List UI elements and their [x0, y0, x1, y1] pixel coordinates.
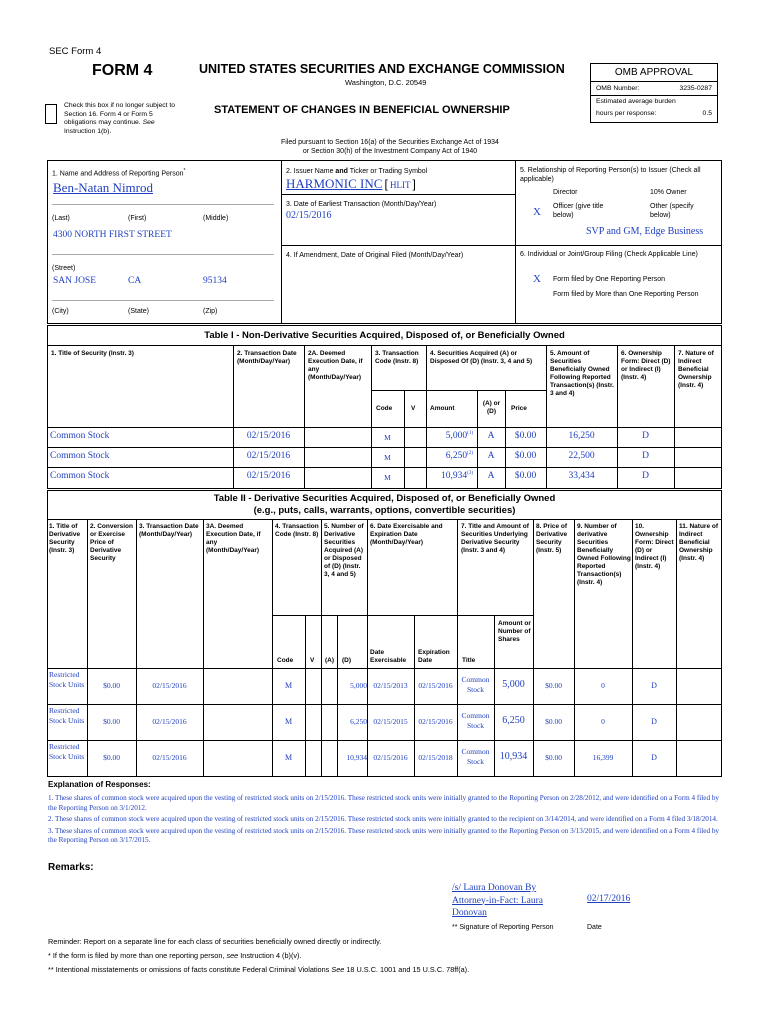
city-label: (City)	[52, 308, 69, 315]
checkbox-text	[64, 102, 186, 136]
t1-row-form: D	[642, 431, 649, 441]
earliest-date: 02/15/2016	[286, 210, 332, 221]
issuer-ticker: HLIT	[389, 180, 411, 190]
statement-title: STATEMENT OF CHANGES IN BENEFICIAL OWNERSHIP	[214, 104, 510, 116]
t1-row-owned: 33,434	[568, 471, 595, 481]
t1-sub-code: Code	[376, 405, 393, 412]
issuer-bracket-open: [	[384, 177, 388, 191]
issuer-name: HARMONIC INC	[286, 176, 383, 191]
issuer-bracket-close: ]	[412, 177, 416, 191]
officer-option[interactable]: Officer (give title below)	[553, 203, 604, 219]
t1-row-amount-cell	[426, 471, 477, 481]
footnote-3: 3. These shares of common stock were acquired upon the vesting of restricted stock units on 2/15/2016. These restricted stock units were initially granted to the Reporting Person on 3/13/2015, and were identified on a Form 4 filed by the Reporting Person on 3/17/2015.	[48, 826, 720, 844]
t1-row-form: D	[642, 471, 649, 481]
date-label: Date	[587, 924, 602, 931]
t2-row-date: 02/15/2016	[152, 681, 187, 690]
t2-row-price: $0.00	[103, 681, 120, 690]
t1-row-security: Common Stock	[50, 471, 110, 481]
omb-hours-row	[591, 108, 717, 122]
t2-sub-shares: Amount or Number of Shares	[498, 620, 531, 643]
t1-col2: 2. Transaction Date (Month/Day/Year)	[237, 350, 297, 365]
footer-note-2-b: 18 U.S.C. 1001 and 15 U.S.C. 78ff(a).	[344, 965, 470, 974]
t1-sub-price: Price	[511, 405, 527, 412]
filed-line-2: or Section 30(h) of the Investment Company Act of 1940	[302, 148, 478, 155]
t2-row-dprice: $0.00	[545, 717, 562, 726]
issuer-label	[286, 167, 427, 176]
footer-note-2	[48, 965, 469, 974]
t1-row-footnote[interactable]: (1)	[467, 431, 473, 436]
first-label: (First)	[128, 215, 147, 222]
t2-row-d: 5,000	[350, 681, 367, 690]
t2-row-d: 6,250	[350, 717, 367, 726]
t1-row-code: M	[384, 453, 391, 462]
t2-row-dprice: $0.00	[545, 753, 562, 762]
table1-title: Table I - Non-Derivative Securities Acquired, Disposed of, or Beneficially Owned	[204, 330, 565, 341]
t2-sub-v: V	[310, 657, 315, 664]
t1-col3: 3. Transaction Code (Instr. 8)	[375, 350, 419, 365]
reminder: Reminder: Report on a separate line for each class of securities beneficially owned directly or indirectly.	[48, 937, 382, 946]
t2-row-owned: 0	[601, 717, 605, 726]
street-label: (Street)	[52, 265, 76, 272]
state-label: (State)	[128, 308, 150, 315]
t1-row-security: Common Stock	[50, 451, 110, 461]
footer-note-1-see: see	[226, 951, 239, 960]
issuer-label-pre: 2. Issuer Name	[286, 168, 336, 175]
omb-number-value: 3235-0287	[679, 85, 712, 92]
issuer-label-and: and	[335, 168, 348, 175]
t1-row-amount: 10,934	[441, 471, 468, 482]
earliest-date-label: 3. Date of Earliest Transaction (Month/Day/Year)	[286, 201, 437, 208]
explanation-title: Explanation of Responses:	[48, 780, 151, 789]
t1-sub-v: V	[411, 405, 416, 412]
checkbox-instr: Instruction 1(b).	[64, 127, 112, 135]
t2-sub-expiration: Expiration Date	[418, 649, 450, 664]
city-value: SAN JOSE	[53, 276, 97, 286]
issuer-name-row	[286, 176, 416, 192]
t1-sub-amount: Amount	[430, 405, 455, 412]
omb-box	[590, 63, 718, 123]
t2-row-code: M	[284, 681, 293, 690]
t1-row-footnote[interactable]: (2)	[467, 451, 473, 456]
explanation-notes	[48, 794, 720, 846]
footer-note-1-a: * If the form is filed by more than one reporting person,	[48, 951, 227, 960]
omb-number-row	[591, 82, 717, 96]
t2-row-price: $0.00	[103, 717, 120, 726]
t2-row-code: M	[284, 717, 293, 726]
footer-note-2-see: See	[331, 965, 345, 974]
t2-sub-exercisable: Date Exercisable	[370, 649, 407, 664]
commission-title: UNITED STATES SECURITIES AND EXCHANGE COMMISSION	[199, 62, 565, 76]
reporting-person-label-text: 1. Name and Address of Reporting Person	[52, 170, 184, 178]
ten-percent-option[interactable]: 10% Owner	[650, 189, 687, 196]
t2-row-code: M	[284, 753, 293, 762]
footer-note-1-b: Instruction 4 (b)(v).	[238, 951, 302, 960]
filing-label: 6. Individual or Joint/Group Filing (Check Applicable Line)	[520, 251, 698, 258]
t2-sub-title: Title	[462, 657, 476, 664]
reporting-person-label	[52, 167, 185, 178]
omb-number-label: OMB Number:	[596, 85, 640, 92]
t1-row-ad: A	[487, 471, 495, 481]
t2-col9: 9. Number of derivative Securities Beneficially Owned Following Reported Transaction(s) (Instr. 4)	[577, 523, 631, 586]
footer-note-1	[48, 951, 302, 960]
t1-row-date: 02/15/2016	[246, 451, 291, 461]
t2-row-shares: 10,934	[499, 751, 528, 762]
t2-row-exercisable: 02/15/2015	[373, 717, 408, 726]
other-option[interactable]: Other (specify below)	[650, 203, 694, 219]
t2-row-d: 10,934	[346, 753, 367, 762]
t1-sub-ad: (A) or (D)	[482, 400, 501, 415]
t2-row-security: Restricted Stock Units	[49, 742, 85, 761]
t1-row-price: $0.00	[514, 431, 537, 441]
amendment-label: 4. If Amendment, Date of Original Filed (Month/Day/Year)	[286, 252, 464, 259]
middle-label: (Middle)	[203, 215, 229, 222]
t1-row-security: Common Stock	[50, 431, 110, 441]
t2-col6: 6. Date Exercisable and Expiration Date (Month/Day/Year)	[370, 523, 443, 546]
table2-title: Table II - Derivative Securities Acquired, Disposed of, or Beneficially Owned	[213, 493, 556, 504]
t1-col5: 5. Amount of Securities Beneficially Owned Following Reported Transaction(s) (Instr. 3 and 4)	[550, 350, 614, 397]
t1-row-date: 02/15/2016	[246, 471, 291, 481]
t1-row-owned: 16,250	[568, 431, 595, 441]
t2-row-price: $0.00	[103, 753, 120, 762]
form-title: FORM 4	[92, 62, 153, 79]
t2-row-form: D	[651, 753, 657, 762]
t2-row-expiration: 02/15/2016	[418, 681, 453, 690]
street-address: 4300 NORTH FIRST STREET	[53, 230, 172, 240]
t2-col1: 1. Title of Derivative Security (Instr. 3)	[49, 523, 81, 554]
t1-row-price: $0.00	[514, 471, 537, 481]
omb-hours-value: 0.5	[702, 110, 712, 117]
t1-col1: 1. Title of Security (Instr. 3)	[51, 350, 134, 357]
t1-col7: 7. Nature of Indirect Beneficial Ownership (Instr. 4)	[678, 350, 714, 389]
zip-value: 95134	[203, 276, 227, 286]
t1-row-ad: A	[487, 451, 495, 461]
t1-row-owned: 22,500	[568, 451, 595, 461]
one-person-check[interactable]: X	[533, 273, 541, 285]
omb-hours-label: hours per response:	[596, 110, 657, 117]
t2-col11: 11. Nature of Indirect Beneficial Ownership (Instr. 4)	[679, 523, 719, 562]
t2-row-exercisable: 02/15/2013	[373, 681, 408, 690]
t2-row-shares: 6,250	[502, 715, 525, 726]
footnote-1: 1. These shares of common stock were acquired upon the vesting of restricted stock units on 2/15/2016. These restricted stock units were initially granted to the Reporting Person on 2/28/2012, and were identified on a Form 4 filed by the Reporting Person on 3/1/2012.	[48, 794, 720, 812]
reporting-person-name: Ben-Natan Nimrod	[53, 180, 154, 195]
zip-label: (Zip)	[203, 308, 218, 315]
t2-row-security: Restricted Stock Units	[49, 706, 85, 725]
t1-row-code: M	[384, 473, 391, 482]
omb-burden: Estimated average burden	[596, 98, 676, 105]
last-label: (Last)	[52, 215, 70, 222]
t1-row-amount: 6,250	[445, 451, 468, 462]
remarks-title: Remarks:	[48, 862, 94, 873]
t2-row-security: Restricted Stock Units	[49, 670, 85, 689]
t2-col3: 3. Transaction Date (Month/Day/Year)	[139, 523, 199, 538]
t2-row-owned: 16,399	[592, 753, 614, 762]
t2-sub-code: Code	[277, 657, 294, 664]
footer-note-2-a: ** Intentional misstatements or omissions of facts constitute Federal Criminal Violations	[48, 965, 332, 974]
t2-row-owned: 0	[601, 681, 605, 690]
t2-col8: 8. Price of Derivative Security (Instr. 5)	[536, 523, 568, 554]
t1-row-footnote[interactable]: (3)	[467, 471, 473, 476]
t1-row-code: M	[384, 433, 391, 442]
sec-form-label: SEC Form 4	[49, 46, 102, 57]
state-value: CA	[128, 276, 142, 286]
director-option[interactable]: Director	[553, 189, 578, 196]
t2-row-expiration: 02/15/2016	[418, 717, 453, 726]
t1-row-date: 02/15/2016	[246, 431, 291, 441]
t1-col6: 6. Ownership Form: Direct (D) or Indirect (I) (Instr. 4)	[621, 350, 671, 381]
issuer-label-post: Ticker or Trading Symbol	[347, 168, 428, 175]
t2-col7: 7. Title and Amount of Securities Underlying Derivative Security (Instr. 3 and 4)	[461, 523, 529, 554]
t2-row-title: Common Stock	[461, 675, 490, 694]
signature-label: ** Signature of Reporting Person	[452, 924, 554, 931]
t2-row-exercisable: 02/15/2016	[373, 753, 408, 762]
t1-row-amount: 5,000	[445, 431, 468, 442]
checkbox-text-main: Check this box if no longer subject to Section 16. Form 4 or Form 5 obligations may continue.	[64, 102, 176, 126]
t2-col2: 2. Conversion or Exercise Price of Derivative Security	[90, 523, 133, 562]
t1-col4: 4. Securities Acquired (A) or Disposed Of (D) (Instr. 3, 4 and 5)	[430, 350, 533, 365]
t2-row-form: D	[651, 681, 657, 690]
t2-col5: 5. Number of Derivative Securities Acquired (A) or Disposed of (D) (Instr. 3, 4 and 5)	[324, 523, 364, 578]
relationship-label: 5. Relationship of Reporting Person(s) to Issuer (Check all applicable)	[520, 167, 701, 183]
no-longer-subject-checkbox[interactable]	[45, 104, 57, 124]
more-person-option[interactable]: Form filed by More than One Reporting Person	[553, 291, 699, 298]
t2-row-title: Common Stock	[461, 747, 490, 766]
t1-col2a: 2A. Deemed Execution Date, if any (Month/Day/Year)	[308, 350, 363, 381]
t2-sub-a: (A)	[325, 657, 335, 664]
officer-check-mark[interactable]: X	[533, 206, 541, 218]
checkbox-see: See	[142, 119, 155, 126]
t1-row-amount-cell	[426, 431, 477, 441]
footnote-2: 2. These shares of common stock were acquired upon the vesting of restricted stock units on 2/15/2016. These restricted stock units were initially granted to the recipient on 3/14/2014, and were identified on a Form 4 filed 3/18/2014.	[48, 815, 718, 823]
t2-row-dprice: $0.00	[545, 681, 562, 690]
t2-row-date: 02/15/2016	[152, 753, 187, 762]
one-person-option[interactable]: Form filed by One Reporting Person	[553, 276, 666, 283]
t2-row-date: 02/15/2016	[152, 717, 187, 726]
officer-title: SVP and GM, Edge Business	[586, 226, 704, 237]
t2-row-shares: 5,000	[502, 679, 525, 690]
t2-row-title: Common Stock	[461, 711, 490, 730]
t2-col3a: 3A. Deemed Execution Date, if any (Month/Day/Year)	[206, 523, 261, 554]
t2-col10: 10. Ownership Form: Direct (D) or Indirect (I) (Instr. 4)	[635, 523, 674, 570]
signature-date: 02/17/2016	[587, 894, 631, 904]
t2-row-expiration: 02/15/2018	[418, 753, 453, 762]
t1-row-ad: A	[487, 431, 495, 441]
t2-row-form: D	[651, 717, 657, 726]
t1-row-form: D	[642, 451, 649, 461]
omb-title: OMB APPROVAL	[591, 64, 717, 82]
signature: /s/ Laura Donovan By Attorney-in-Fact: Laura Donovan	[452, 883, 544, 918]
commission-location: Washington, D.C. 20549	[345, 78, 427, 87]
t2-sub-d: (D)	[342, 657, 352, 664]
reporting-person-asterisk: *	[183, 168, 186, 174]
filed-pursuant	[250, 138, 530, 156]
table2-subtitle: (e.g., puts, calls, warrants, options, convertible securities)	[253, 505, 516, 516]
t1-row-price: $0.00	[514, 451, 537, 461]
t2-col4: 4. Transaction Code (Instr. 8)	[275, 523, 319, 538]
filed-line-1: Filed pursuant to Section 16(a) of the Securities Exchange Act of 1934	[281, 139, 499, 146]
t1-row-amount-cell	[426, 451, 477, 461]
